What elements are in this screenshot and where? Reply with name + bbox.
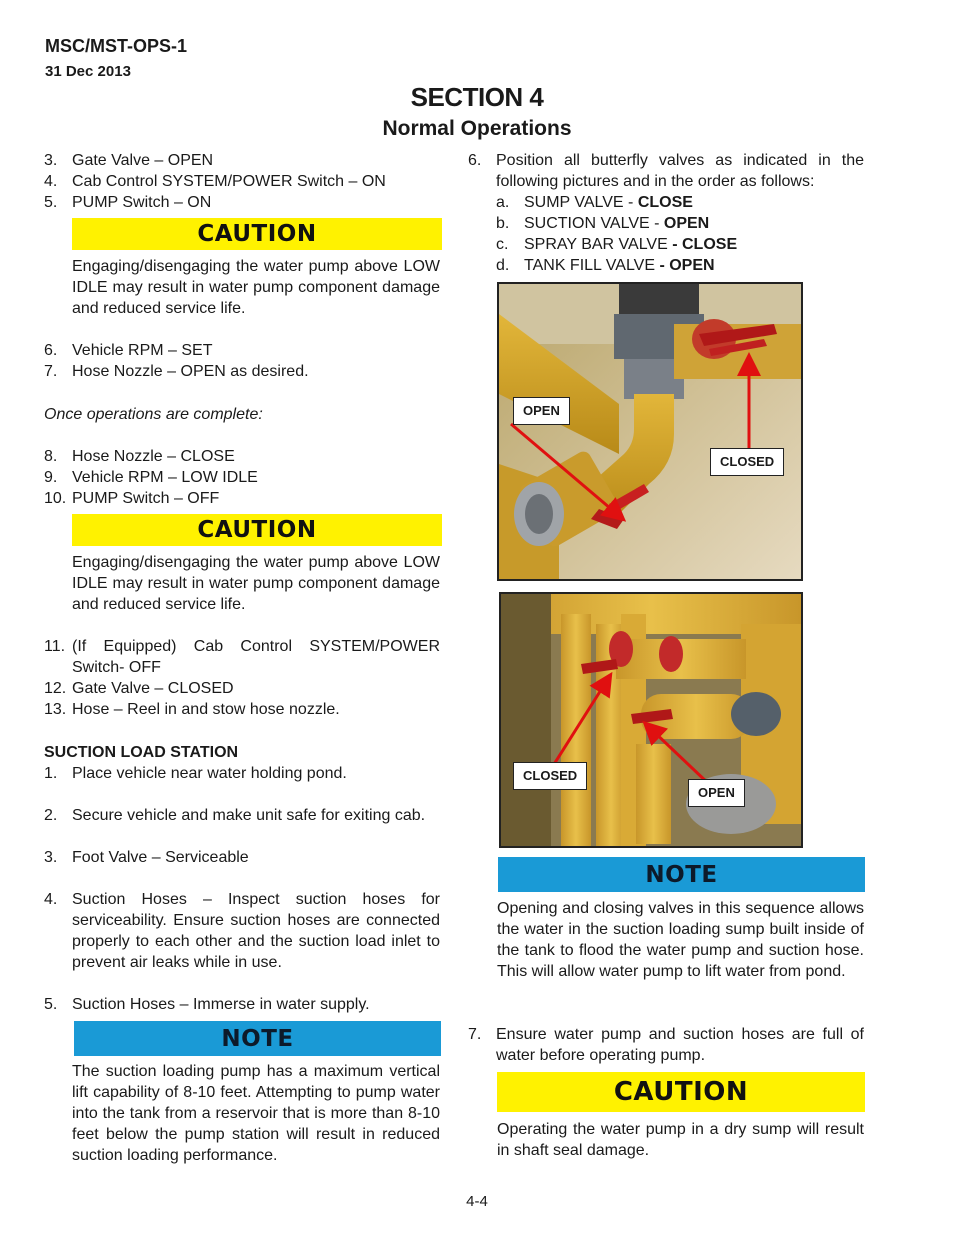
- list-item: 9. Vehicle RPM – LOW IDLE: [44, 469, 258, 486]
- caution-banner: CAUTION: [72, 218, 442, 250]
- step-7: 7. Ensure water pump and suction hoses are full of water before operating pump.: [468, 1026, 864, 1064]
- list-d: [44, 678, 442, 720]
- list-item: 3. Gate Valve – OPEN: [44, 152, 214, 169]
- list-item: 4. Suction Hoses – Inspect suction hoses for serviceability. Ensure suction hoses are connected properly to each other and the suction load inlet to prevent air leaks while in use.: [44, 891, 440, 971]
- closed-label: CLOSED: [710, 448, 784, 476]
- document-date: 31 Dec 2013: [45, 63, 131, 80]
- once-complete-label: Once operations are complete:: [44, 406, 263, 423]
- valve-photo-top-illustration: [499, 284, 801, 579]
- closed-label: CLOSED: [513, 762, 587, 790]
- note-banner: NOTE: [74, 1021, 441, 1056]
- note-text: The suction loading pump has a maximum vertical lift capability of 8-10 feet. Attempting to pump water into the tank from a reservoir that is more than 8-10 feet below the pump station will result in reduced suction loading performance.: [72, 1063, 440, 1164]
- open-label: OPEN: [688, 779, 745, 807]
- note-text: Opening and closing valves in this sequence allows the water in the suction loading sump built inside of the tank to flood the water pump and suction hose. This will allow water pump to lift water from pond.: [497, 900, 864, 980]
- section-title: SECTION 4: [410, 82, 544, 112]
- step-6: 6. Position all butterfly valves as indicated in the following pictures and in the order as follows:: [468, 152, 864, 190]
- page-number: 4-4: [466, 1193, 488, 1210]
- list-a: [44, 150, 442, 213]
- caution-banner: CAUTION: [72, 514, 442, 546]
- list-item: 6. Vehicle RPM – SET: [44, 342, 213, 359]
- valve-photo-bottom-illustration: [501, 594, 801, 846]
- note-banner: NOTE: [498, 857, 865, 892]
- list-item: 12. Gate Valve – CLOSED: [44, 680, 234, 697]
- list-item-11: 11. (If Equipped) Cab Control SYSTEM/POWER Switch- OFF: [44, 638, 440, 676]
- list-item: 4. Cab Control SYSTEM/POWER Switch – ON: [44, 173, 386, 190]
- list-item: c. SPRAY BAR VALVE - CLOSE: [496, 236, 738, 253]
- list-item: d. TANK FILL VALVE - OPEN: [496, 257, 715, 274]
- caution-text: Engaging/disengaging the water pump above LOW IDLE may result in water pump component damage and reduced service life.: [72, 554, 440, 613]
- caution-text: Operating the water pump in a dry sump will result in shaft seal damage.: [497, 1121, 864, 1159]
- valve-list: [496, 192, 866, 276]
- list-item: 13. Hose – Reel in and stow hose nozzle.: [44, 701, 340, 718]
- valve-photo-top: [497, 282, 803, 581]
- caution-text: Engaging/disengaging the water pump above LOW IDLE may result in water pump component damage and reduced service life.: [72, 258, 440, 317]
- list-item: b. SUCTION VALVE - OPEN: [496, 215, 710, 232]
- list-item: a. SUMP VALVE - CLOSE: [496, 194, 693, 211]
- list-c: [44, 446, 442, 509]
- valve-photo-bottom: [499, 592, 803, 848]
- list-item: 10. PUMP Switch – OFF: [44, 490, 220, 507]
- section-subtitle: Normal Operations: [382, 117, 572, 140]
- list-b: [44, 340, 442, 382]
- list-item: 7. Hose Nozzle – OPEN as desired.: [44, 363, 309, 380]
- caution-banner: CAUTION: [497, 1072, 865, 1112]
- open-label: OPEN: [513, 397, 570, 425]
- list-item: 5. PUMP Switch – ON: [44, 194, 212, 211]
- list-item: 8. Hose Nozzle – CLOSE: [44, 448, 235, 465]
- suction-heading: SUCTION LOAD STATION: [44, 744, 239, 761]
- document-id: MSC/MST-OPS-1: [45, 36, 188, 56]
